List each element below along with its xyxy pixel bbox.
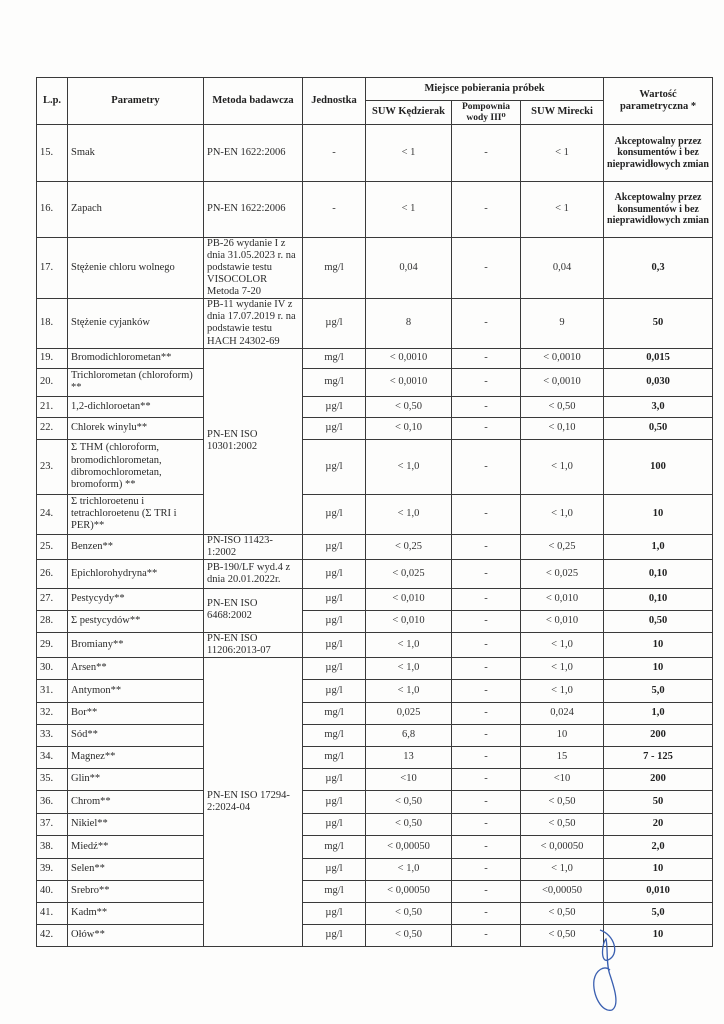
- row-limit: 0,50: [604, 417, 713, 439]
- row-lp: 24.: [37, 494, 68, 534]
- row-kedzierak: < 0,0010: [366, 368, 452, 396]
- row-kedzierak: < 0,25: [366, 534, 452, 559]
- table-row: [37, 657, 713, 679]
- row-mirecki: < 0,50: [521, 396, 604, 417]
- row-unit: µg/l: [303, 813, 366, 835]
- row-lp: 28.: [37, 610, 68, 632]
- table-row: [37, 702, 713, 724]
- row-param: Epichlorohydryna**: [68, 559, 204, 588]
- row-param: Selen**: [68, 858, 204, 880]
- water-quality-table: [36, 77, 713, 947]
- row-lp: 34.: [37, 746, 68, 768]
- row-method: PB-11 wydanie IV z dnia 17.07.2019 r. na podstawie testu HACH 24302-69: [204, 299, 303, 348]
- row-pompownia: -: [452, 746, 521, 768]
- row-limit: Akceptowalny przez konsumentów i bez nieprawidłowych zmian: [604, 125, 713, 182]
- row-unit: mg/l: [303, 238, 366, 299]
- row-pompownia: -: [452, 559, 521, 588]
- row-lp: 19.: [37, 348, 68, 368]
- table-row: [37, 880, 713, 902]
- row-pompownia: -: [452, 724, 521, 746]
- row-unit: µg/l: [303, 559, 366, 588]
- row-pompownia: -: [452, 439, 521, 494]
- row-lp: 23.: [37, 439, 68, 494]
- row-kedzierak: < 0,0010: [366, 348, 452, 368]
- row-unit: mg/l: [303, 702, 366, 724]
- row-lp: 32.: [37, 702, 68, 724]
- table-row: [37, 348, 713, 368]
- row-pompownia: -: [452, 835, 521, 858]
- row-mirecki: < 0,0010: [521, 348, 604, 368]
- row-mirecki: < 0,50: [521, 790, 604, 813]
- row-limit: 0,030: [604, 368, 713, 396]
- row-limit: 0,10: [604, 588, 713, 610]
- row-mirecki: < 1,0: [521, 439, 604, 494]
- table-row: [37, 368, 713, 396]
- row-kedzierak: < 0,50: [366, 924, 452, 946]
- row-param: Bromodichlorometan**: [68, 348, 204, 368]
- row-pompownia: -: [452, 924, 521, 946]
- row-param: Zapach: [68, 182, 204, 238]
- row-unit: µg/l: [303, 632, 366, 657]
- row-mirecki: 9: [521, 299, 604, 348]
- row-kedzierak: 8: [366, 299, 452, 348]
- row-limit: 7 - 125: [604, 746, 713, 768]
- row-method: PN-EN ISO 10301:2002: [204, 348, 303, 534]
- row-limit: 0,10: [604, 559, 713, 588]
- row-limit: 5,0: [604, 902, 713, 924]
- row-mirecki: < 1: [521, 182, 604, 238]
- row-lp: 31.: [37, 679, 68, 702]
- row-pompownia: -: [452, 368, 521, 396]
- row-param: Srebro**: [68, 880, 204, 902]
- row-pompownia: -: [452, 534, 521, 559]
- row-lp: 37.: [37, 813, 68, 835]
- row-unit: µg/l: [303, 299, 366, 348]
- table-row: [37, 790, 713, 813]
- row-kedzierak: < 0,025: [366, 559, 452, 588]
- row-kedzierak: 6,8: [366, 724, 452, 746]
- row-mirecki: < 0,50: [521, 813, 604, 835]
- row-lp: 25.: [37, 534, 68, 559]
- row-mirecki: 10: [521, 724, 604, 746]
- row-pompownia: -: [452, 858, 521, 880]
- row-pompownia: -: [452, 238, 521, 299]
- row-mirecki: < 1: [521, 125, 604, 182]
- row-unit: µg/l: [303, 439, 366, 494]
- table-row: [37, 494, 713, 534]
- row-unit: µg/l: [303, 417, 366, 439]
- row-unit: mg/l: [303, 746, 366, 768]
- row-limit: 0,015: [604, 348, 713, 368]
- row-limit: Akceptowalny przez konsumentów i bez nieprawidłowych zmian: [604, 182, 713, 238]
- table-row: [37, 534, 713, 559]
- header-jednostka: Jednostka: [303, 78, 366, 125]
- row-pompownia: -: [452, 494, 521, 534]
- row-mirecki: 0,024: [521, 702, 604, 724]
- row-unit: µg/l: [303, 924, 366, 946]
- row-param: Sód**: [68, 724, 204, 746]
- row-mirecki: < 1,0: [521, 858, 604, 880]
- row-kedzierak: < 0,010: [366, 588, 452, 610]
- row-param: Σ pestycydów**: [68, 610, 204, 632]
- row-unit: µg/l: [303, 610, 366, 632]
- row-unit: µg/l: [303, 396, 366, 417]
- row-limit: 3,0: [604, 396, 713, 417]
- row-param: Benzen**: [68, 534, 204, 559]
- table-row: [37, 396, 713, 417]
- row-mirecki: < 0,25: [521, 534, 604, 559]
- row-pompownia: -: [452, 702, 521, 724]
- row-kedzierak: 13: [366, 746, 452, 768]
- table-row: [37, 679, 713, 702]
- row-param: Trichlorometan (chloroform) **: [68, 368, 204, 396]
- header-lp: L.p.: [37, 78, 68, 125]
- row-mirecki: < 1,0: [521, 657, 604, 679]
- table-row: [37, 835, 713, 858]
- row-pompownia: -: [452, 790, 521, 813]
- row-kedzierak: < 1: [366, 182, 452, 238]
- row-limit: 2,0: [604, 835, 713, 858]
- row-lp: 22.: [37, 417, 68, 439]
- table-row: [37, 125, 713, 182]
- row-kedzierak: 0,04: [366, 238, 452, 299]
- row-param: Chlorek winylu**: [68, 417, 204, 439]
- row-lp: 26.: [37, 559, 68, 588]
- row-limit: 100: [604, 439, 713, 494]
- row-param: Miedź**: [68, 835, 204, 858]
- header-metoda: Metoda badawcza: [204, 78, 303, 125]
- row-unit: mg/l: [303, 724, 366, 746]
- row-param: Ołów**: [68, 924, 204, 946]
- row-lp: 33.: [37, 724, 68, 746]
- row-method: PN-EN 1622:2006: [204, 182, 303, 238]
- row-method: PB-190/LF wyd.4 z dnia 20.01.2022r.: [204, 559, 303, 588]
- row-lp: 29.: [37, 632, 68, 657]
- table-row: [37, 902, 713, 924]
- row-pompownia: -: [452, 348, 521, 368]
- row-pompownia: -: [452, 610, 521, 632]
- row-kedzierak: < 0,10: [366, 417, 452, 439]
- row-kedzierak: < 0,50: [366, 902, 452, 924]
- row-kedzierak: < 0,00050: [366, 835, 452, 858]
- table-row: [37, 746, 713, 768]
- row-kedzierak: < 1,0: [366, 494, 452, 534]
- row-limit: 0,50: [604, 610, 713, 632]
- row-mirecki: < 0,010: [521, 588, 604, 610]
- header-suw-mirecki: SUW Mirecki: [521, 101, 604, 125]
- header-pompownia: Pompownia wody III⁰: [452, 101, 521, 125]
- row-kedzierak: < 1: [366, 125, 452, 182]
- row-param: Bromiany**: [68, 632, 204, 657]
- row-unit: -: [303, 125, 366, 182]
- row-unit: µg/l: [303, 494, 366, 534]
- row-lp: 40.: [37, 880, 68, 902]
- row-pompownia: -: [452, 299, 521, 348]
- row-param: Chrom**: [68, 790, 204, 813]
- row-pompownia: -: [452, 902, 521, 924]
- row-method: PN-EN 1622:2006: [204, 125, 303, 182]
- row-mirecki: < 0,10: [521, 417, 604, 439]
- row-mirecki: < 0,00050: [521, 835, 604, 858]
- row-kedzierak: < 1,0: [366, 679, 452, 702]
- row-param: Kadm**: [68, 902, 204, 924]
- row-unit: mg/l: [303, 880, 366, 902]
- row-pompownia: -: [452, 588, 521, 610]
- table-row: [37, 632, 713, 657]
- row-limit: 200: [604, 724, 713, 746]
- row-kedzierak: <10: [366, 768, 452, 790]
- row-pompownia: -: [452, 125, 521, 182]
- row-unit: µg/l: [303, 902, 366, 924]
- row-pompownia: -: [452, 182, 521, 238]
- table-row: [37, 417, 713, 439]
- row-unit: µg/l: [303, 790, 366, 813]
- row-limit: 50: [604, 790, 713, 813]
- row-param: Arsen**: [68, 657, 204, 679]
- row-limit: 200: [604, 768, 713, 790]
- row-mirecki: <10: [521, 768, 604, 790]
- row-limit: 1,0: [604, 702, 713, 724]
- row-lp: 15.: [37, 125, 68, 182]
- row-limit: 0,010: [604, 880, 713, 902]
- row-pompownia: -: [452, 632, 521, 657]
- row-limit: 10: [604, 924, 713, 946]
- row-mirecki: < 1,0: [521, 494, 604, 534]
- row-pompownia: -: [452, 813, 521, 835]
- row-lp: 20.: [37, 368, 68, 396]
- row-pompownia: -: [452, 768, 521, 790]
- row-unit: µg/l: [303, 768, 366, 790]
- table-row: [37, 182, 713, 238]
- row-limit: 0,3: [604, 238, 713, 299]
- table-row: [37, 588, 713, 610]
- row-kedzierak: < 0,00050: [366, 880, 452, 902]
- row-pompownia: -: [452, 417, 521, 439]
- table-row: [37, 559, 713, 588]
- header-suw-kedzierak: SUW Kędzierak: [366, 101, 452, 125]
- table-row: [37, 813, 713, 835]
- row-mirecki: 15: [521, 746, 604, 768]
- row-param: Nikiel**: [68, 813, 204, 835]
- row-param: Stężenie cyjanków: [68, 299, 204, 348]
- row-lp: 17.: [37, 238, 68, 299]
- row-param: Magnez**: [68, 746, 204, 768]
- row-kedzierak: < 0,010: [366, 610, 452, 632]
- row-kedzierak: < 1,0: [366, 858, 452, 880]
- row-mirecki: < 0,025: [521, 559, 604, 588]
- row-mirecki: <0,00050: [521, 880, 604, 902]
- row-kedzierak: < 1,0: [366, 632, 452, 657]
- header-parametry: Parametry: [68, 78, 204, 125]
- row-lp: 35.: [37, 768, 68, 790]
- row-method: PN-ISO 11423-1:2002: [204, 534, 303, 559]
- row-param: Σ THM (chloroform, bromodichlorometan, dibromochlorometan, bromoform) **: [68, 439, 204, 494]
- row-param: Pestycydy**: [68, 588, 204, 610]
- table-row: [37, 768, 713, 790]
- table-row: [37, 238, 713, 299]
- row-pompownia: -: [452, 657, 521, 679]
- row-kedzierak: < 0,50: [366, 790, 452, 813]
- row-lp: 41.: [37, 902, 68, 924]
- row-unit: mg/l: [303, 348, 366, 368]
- table-row: [37, 858, 713, 880]
- row-lp: 21.: [37, 396, 68, 417]
- row-mirecki: < 0,50: [521, 902, 604, 924]
- row-method: PB-26 wydanie I z dnia 31.05.2023 r. na podstawie testu VISOCOLOR Metoda 7-20: [204, 238, 303, 299]
- row-unit: µg/l: [303, 534, 366, 559]
- row-unit: µg/l: [303, 679, 366, 702]
- row-limit: 10: [604, 858, 713, 880]
- row-method: PN-EN ISO 17294-2:2024-04: [204, 657, 303, 946]
- row-mirecki: < 1,0: [521, 632, 604, 657]
- row-lp: 36.: [37, 790, 68, 813]
- row-unit: -: [303, 182, 366, 238]
- row-kedzierak: 0,025: [366, 702, 452, 724]
- row-kedzierak: < 0,50: [366, 396, 452, 417]
- row-limit: 20: [604, 813, 713, 835]
- row-unit: µg/l: [303, 858, 366, 880]
- row-unit: mg/l: [303, 835, 366, 858]
- row-param: Glin**: [68, 768, 204, 790]
- row-lp: 38.: [37, 835, 68, 858]
- row-mirecki: < 1,0: [521, 679, 604, 702]
- row-lp: 18.: [37, 299, 68, 348]
- row-mirecki: < 0,010: [521, 610, 604, 632]
- header-miejsce: Miejsce pobierania próbek: [366, 78, 604, 101]
- row-param: Smak: [68, 125, 204, 182]
- row-lp: 27.: [37, 588, 68, 610]
- row-param: Stężenie chloru wolnego: [68, 238, 204, 299]
- row-limit: 10: [604, 657, 713, 679]
- row-param: Σ trichloroetenu i tetrachloroetenu (Σ TRI i PER)**: [68, 494, 204, 534]
- row-mirecki: < 0,50: [521, 924, 604, 946]
- table-row: [37, 299, 713, 348]
- row-lp: 30.: [37, 657, 68, 679]
- row-pompownia: -: [452, 679, 521, 702]
- row-kedzierak: < 0,50: [366, 813, 452, 835]
- table-row: [37, 724, 713, 746]
- row-kedzierak: < 1,0: [366, 657, 452, 679]
- row-param: Bor**: [68, 702, 204, 724]
- row-method: PN-EN ISO 11206:2013-07: [204, 632, 303, 657]
- row-param: 1,2-dichloroetan**: [68, 396, 204, 417]
- table-row: [37, 610, 713, 632]
- row-limit: 1,0: [604, 534, 713, 559]
- row-limit: 10: [604, 632, 713, 657]
- row-limit: 5,0: [604, 679, 713, 702]
- header-wartosc: Wartość parametryczna *: [604, 78, 713, 125]
- row-unit: mg/l: [303, 368, 366, 396]
- row-lp: 42.: [37, 924, 68, 946]
- row-pompownia: -: [452, 396, 521, 417]
- row-lp: 39.: [37, 858, 68, 880]
- row-limit: 50: [604, 299, 713, 348]
- table-row: [37, 439, 713, 494]
- row-lp: 16.: [37, 182, 68, 238]
- row-mirecki: 0,04: [521, 238, 604, 299]
- row-unit: µg/l: [303, 588, 366, 610]
- row-kedzierak: < 1,0: [366, 439, 452, 494]
- row-unit: µg/l: [303, 657, 366, 679]
- row-method: PN-EN ISO 6468:2002: [204, 588, 303, 632]
- row-pompownia: -: [452, 880, 521, 902]
- row-mirecki: < 0,0010: [521, 368, 604, 396]
- row-param: Antymon**: [68, 679, 204, 702]
- row-limit: 10: [604, 494, 713, 534]
- handwritten-signature: [580, 925, 640, 1015]
